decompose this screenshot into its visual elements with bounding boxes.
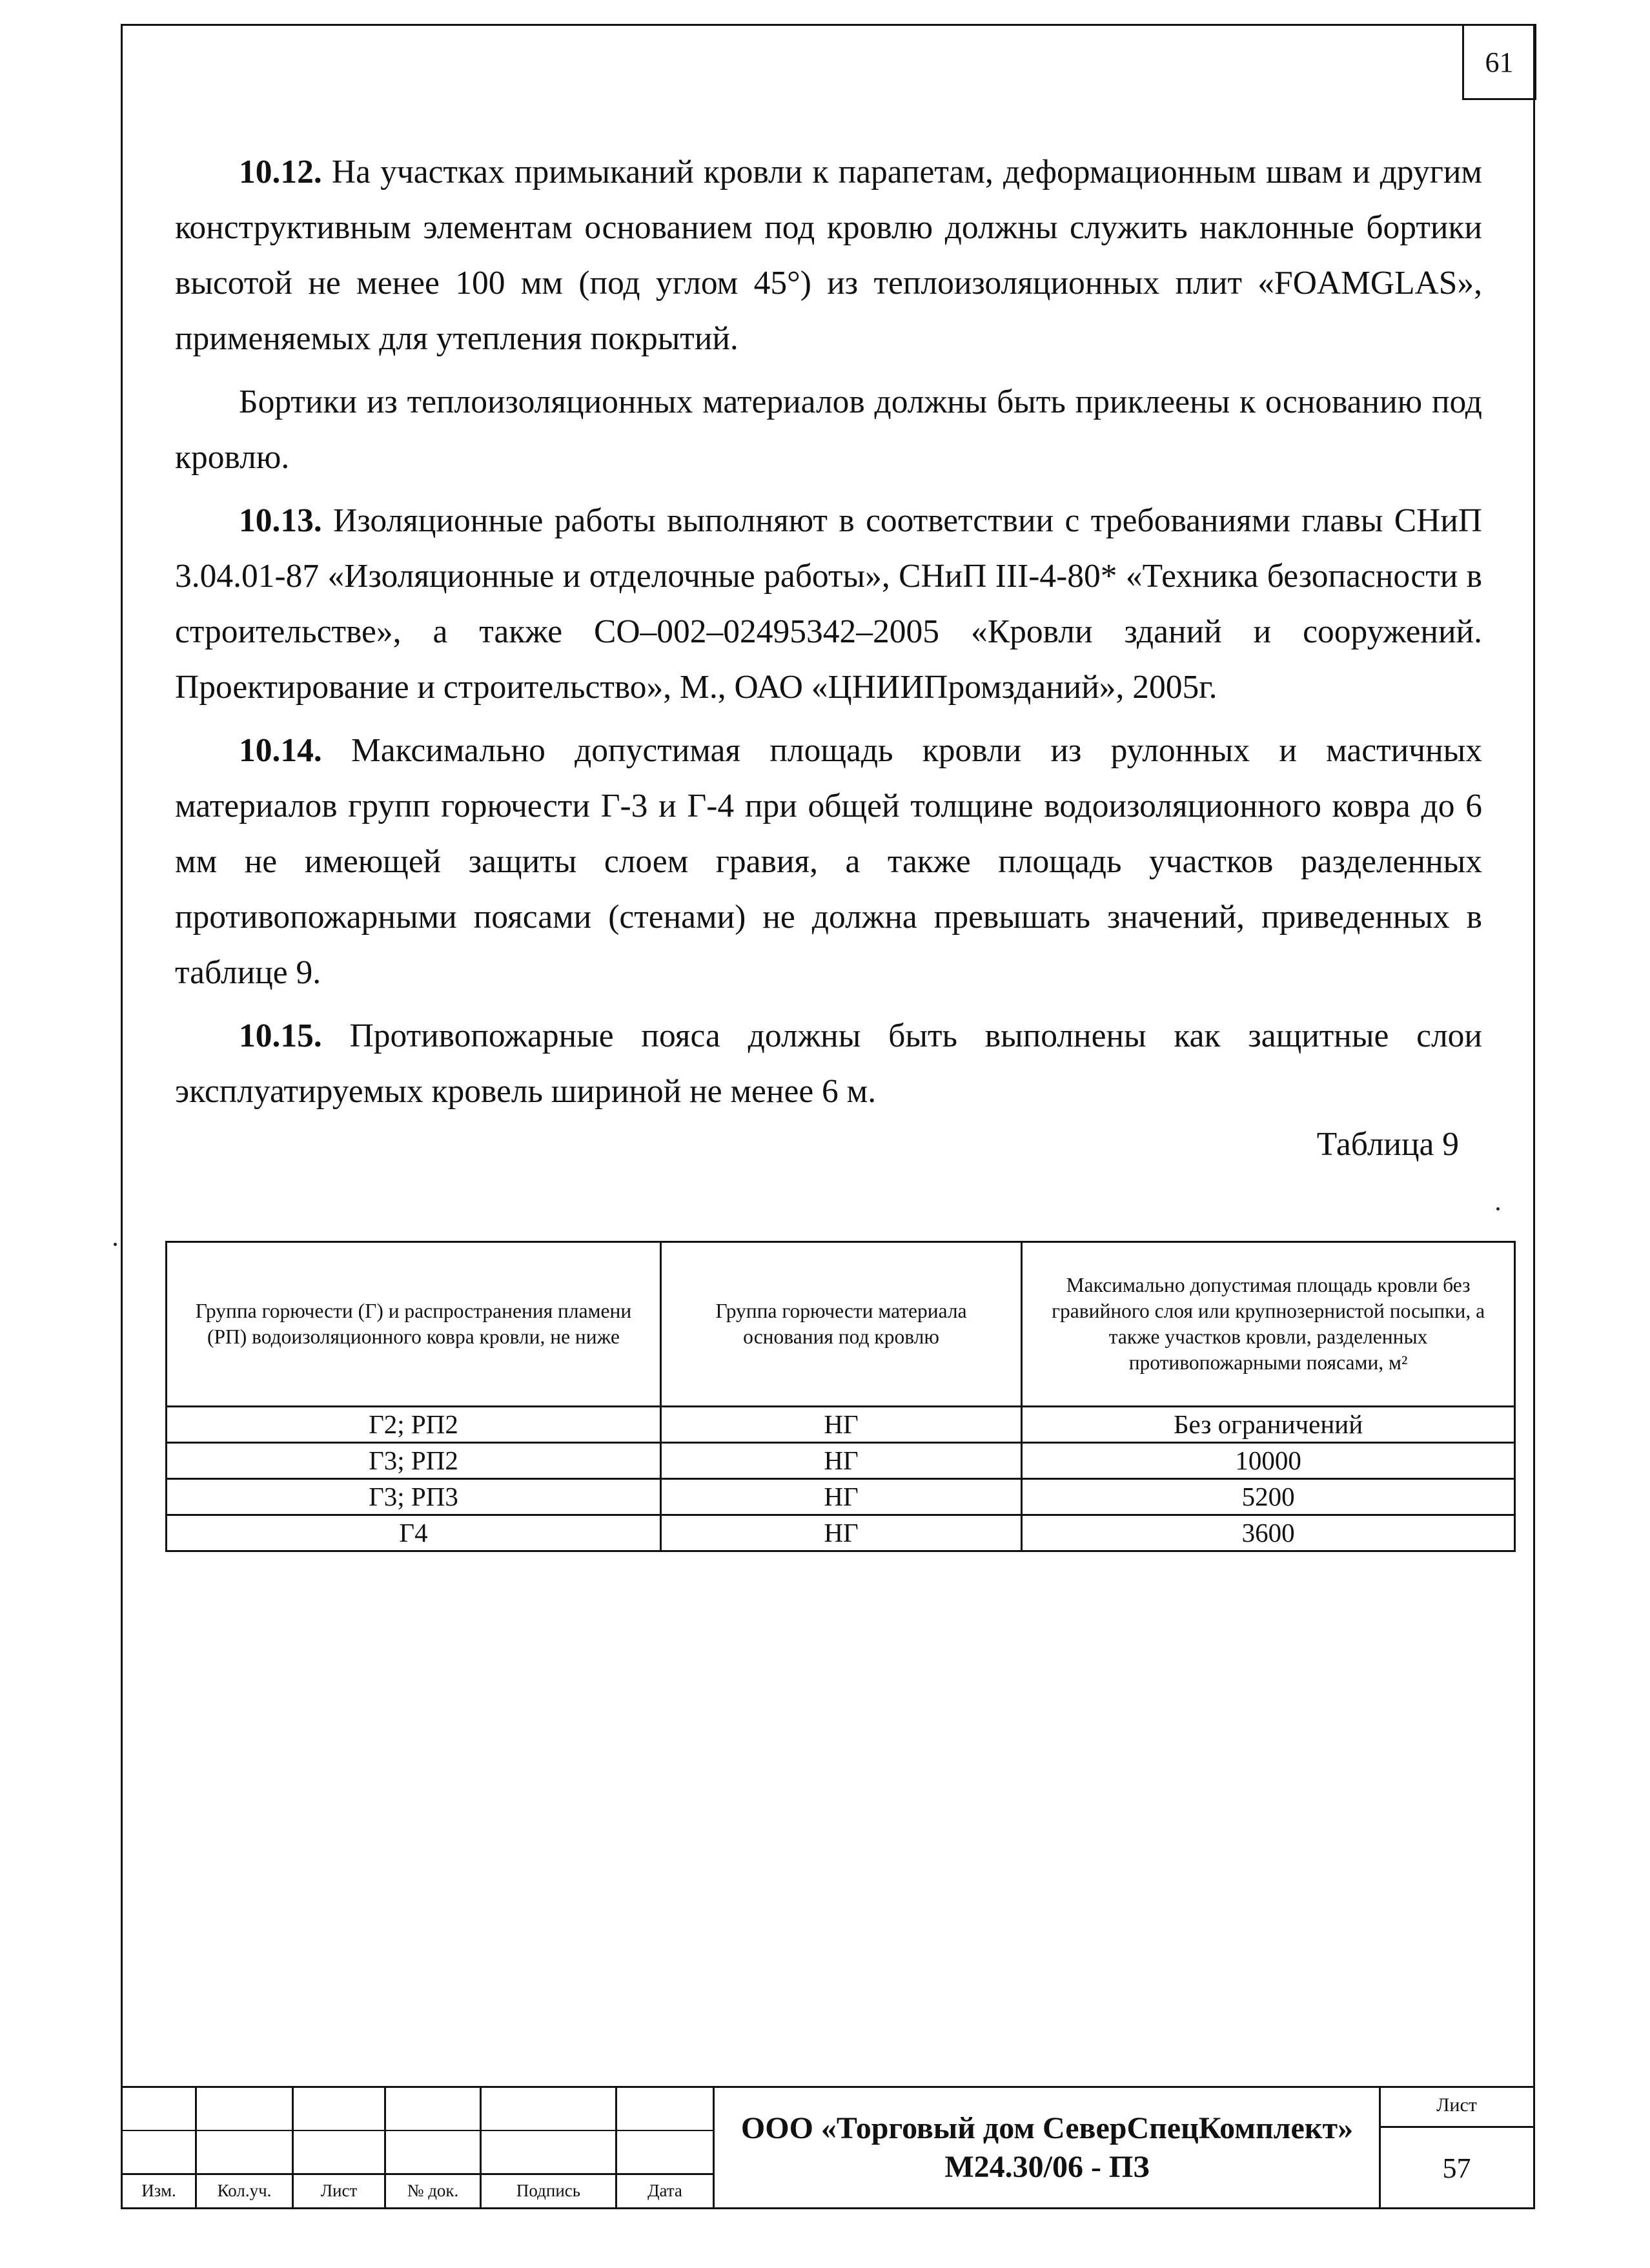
- paragraph-10-15: [175, 1008, 1482, 1119]
- paragraph-10-12: [175, 145, 1482, 367]
- col-caption: Лист: [320, 2181, 358, 2200]
- paragraph-text: Изоляционные работы выполняют в соответствии с требованиями главы СНиП 3.04.01-87 «Изоляционные и отделочные работы», СНиП III-4-80* «Техника безопасности в строительстве», а также СО–002–02495342–2005 «Кровли зданий и сооружений. Проектирование и строительство», М., ОАО «ЦНИИПромзданий», 2005г.: [175, 502, 1482, 706]
- paragraph-text: Противопожарные пояса должны быть выполнены как защитные слои эксплуатируемых кровель шириной не менее 6 м.: [175, 1017, 1482, 1110]
- table-cell: Г4: [167, 1515, 661, 1551]
- sheet-number: 57: [1442, 2152, 1471, 2184]
- scan-dot: [1496, 1207, 1500, 1211]
- table-row: [167, 1479, 1515, 1515]
- paragraph-text: Максимально допустимая площадь кровли из рулонных и мастичных материалов групп горючести Г-3 и Г-4 при общей толщине водоизоляционного ковра до 6 мм не имеющей защиты слоем гравия, а также площадь участков разделенных противопожарными поясами (стенами) не должна превышать значений, приведенных в таблице 9.: [175, 732, 1482, 991]
- body-text: [175, 145, 1482, 1127]
- company-name: ООО «Торговый дом СеверСпецКомплект»: [740, 2111, 1354, 2145]
- paragraph-number: 10.13.: [239, 502, 322, 539]
- table-cell: Без ограничений: [1022, 1407, 1515, 1443]
- col-caption: Кол.уч.: [217, 2181, 272, 2200]
- table-cell: 5200: [1022, 1479, 1515, 1515]
- paragraph-10-13: [175, 493, 1482, 715]
- table-label: Таблица 9: [1316, 1126, 1459, 1163]
- paragraph-bortiki: [175, 374, 1482, 485]
- col-caption: Изм.: [141, 2181, 176, 2200]
- sheet-label: Лист: [1436, 2094, 1477, 2116]
- page-number: 61: [1462, 24, 1536, 100]
- grid-line: [123, 2130, 714, 2131]
- paragraph-number: 10.14.: [239, 732, 322, 769]
- table-cell: НГ: [660, 1479, 1021, 1515]
- title-block-text: [714, 2109, 1380, 2187]
- paragraph-10-14: [175, 723, 1482, 1001]
- paragraph-number: 10.12.: [239, 154, 322, 190]
- table-header-cell: Максимально допустимая площадь кровли без гравийного слоя или крупнозернистой посыпки, а также участков кровли, разделенных противопожарными поясами, м²: [1022, 1242, 1515, 1407]
- grid-line: [1380, 2126, 1533, 2128]
- col-caption: Дата: [647, 2181, 682, 2200]
- table-cell: НГ: [660, 1407, 1021, 1443]
- table-cell: НГ: [660, 1515, 1021, 1551]
- col-caption: Подпись: [516, 2181, 581, 2200]
- combustibility-table: [165, 1241, 1516, 1552]
- table-header-cell: Группа горючести материала основания под кровлю: [660, 1242, 1021, 1407]
- table-cell: Г3; РП2: [167, 1443, 661, 1479]
- table-row: [167, 1407, 1515, 1443]
- table-header-row: [167, 1242, 1515, 1407]
- title-block-border: [123, 2086, 1533, 2088]
- table-row: [167, 1515, 1515, 1551]
- table-cell: Г3; РП3: [167, 1479, 661, 1515]
- paragraph-text: На участках примыканий кровли к парапетам, деформационным швам и другим конструктивным элементам основанием под кровлю должны служить наклонные бортики высотой не менее 100 мм (под углом 45°) из теплоизоляционных плит «FOAMGLAS», применяемых для утепления покрытий.: [175, 154, 1482, 357]
- table-header-cell: Группа горючести (Г) и распространения пламени (РП) водоизоляционного ковра кровли, не ниже: [167, 1242, 661, 1407]
- table-cell: Г2; РП2: [167, 1407, 661, 1443]
- paragraph-number: 10.15.: [239, 1017, 322, 1054]
- table-cell: НГ: [660, 1443, 1021, 1479]
- table-cell: 3600: [1022, 1515, 1515, 1551]
- title-block: [123, 2086, 1533, 2207]
- paragraph-text: Бортики из теплоизоляционных материалов должны быть приклеены к основанию под кровлю.: [175, 383, 1482, 476]
- document-code: М24.30/06 - ПЗ: [944, 2150, 1150, 2184]
- table-cell: 10000: [1022, 1443, 1515, 1479]
- table-row: [167, 1443, 1515, 1479]
- col-caption: № док.: [407, 2181, 459, 2200]
- scan-dot: [114, 1243, 117, 1246]
